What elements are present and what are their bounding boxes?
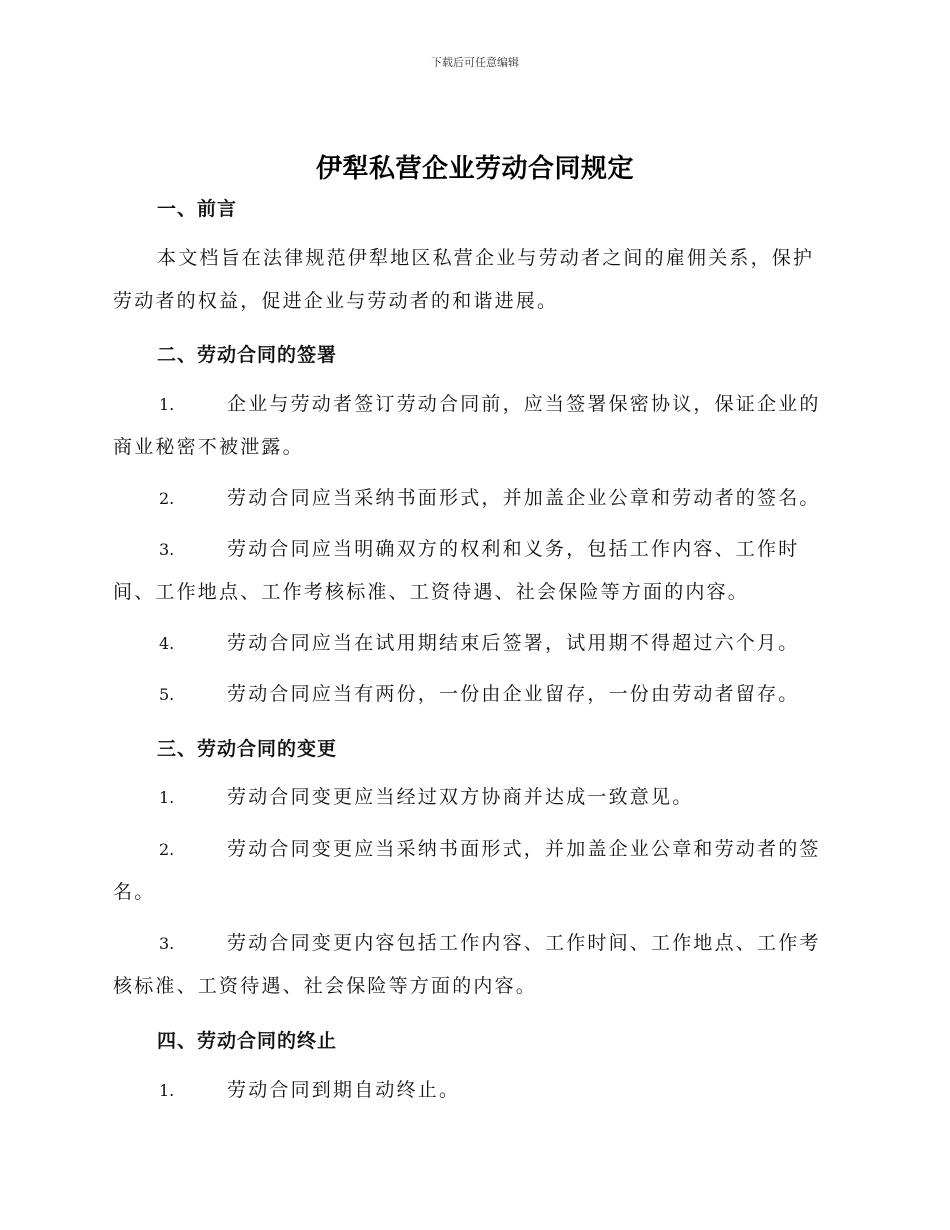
list-item-text: 劳动合同变更应当采纳书面形式，并加盖企业公章和劳动者的签名。 <box>113 838 821 903</box>
list-item-text: 劳动合同应当在试用期结束后签署，试用期不得超过六个月。 <box>227 632 800 654</box>
list-item-text: 劳动合同到期自动终止。 <box>227 1079 461 1101</box>
list-item-number: 4. <box>159 634 175 653</box>
list-item <box>113 477 833 520</box>
list-item-number: 1. <box>159 788 175 807</box>
section-heading-changes: 三、劳动合同的变更 <box>157 738 338 760</box>
list-item-text: 劳动合同应当采纳书面形式，并加盖企业公章和劳动者的签名。 <box>227 487 821 509</box>
list-item <box>113 673 833 716</box>
list-item <box>113 528 833 614</box>
list-item <box>113 922 833 1008</box>
list-item-number: 1. <box>159 395 175 414</box>
list-item <box>113 776 833 819</box>
list-item-number: 5. <box>159 685 175 704</box>
section-heading-preface: 一、前言 <box>157 198 238 220</box>
preface-paragraph: 本文档旨在法律规范伊犁地区私营企业与劳动者之间的雇佣关系，保护劳动者的权益，促进企业与劳动者的和谐进展。 <box>113 247 815 312</box>
list-item-text: 劳动合同应当有两份，一份由企业留存，一份由劳动者留存。 <box>227 683 800 705</box>
section-heading-termination: 四、劳动合同的终止 <box>157 1030 338 1052</box>
section-heading-signing: 二、劳动合同的签署 <box>157 344 338 366</box>
list-item-text: 劳动合同应当明确双方的权利和义务，包括工作内容、工作时间、工作地点、工作考核标准、工资待遇、社会保险等方面的内容。 <box>113 538 800 603</box>
list-item-text: 企业与劳动者签订劳动合同前，应当签署保密协议，保证企业的商业秘密不被泄露。 <box>113 393 821 458</box>
list-item-number: 3. <box>159 934 175 953</box>
list-item-number: 2. <box>159 840 175 859</box>
list-item-text: 劳动合同变更内容包括工作内容、工作时间、工作地点、工作考核标准、工资待遇、社会保险等方面的内容。 <box>113 932 821 997</box>
list-item-text: 劳动合同变更应当经过双方协商并达成一致意见。 <box>227 786 694 808</box>
header-note: 下载后可任意编辑 <box>431 56 519 69</box>
list-item-number: 2. <box>159 489 175 508</box>
list-item <box>113 1069 833 1112</box>
list-item-number: 3. <box>159 540 175 559</box>
list-item <box>113 383 833 469</box>
list-item <box>113 622 833 665</box>
document-title: 伊犁私营企业劳动合同规定 <box>315 154 634 184</box>
list-item <box>113 828 833 914</box>
list-item-number: 1. <box>159 1081 175 1100</box>
